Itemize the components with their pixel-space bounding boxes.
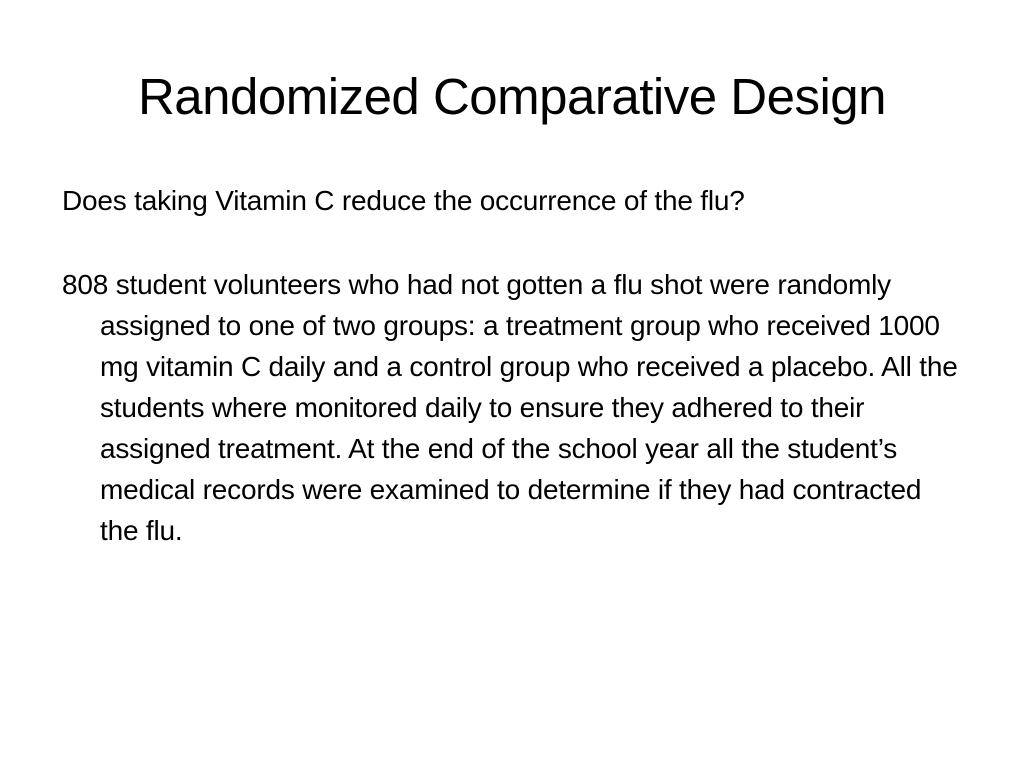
slide-title: Randomized Comparative Design: [137, 68, 887, 125]
question-text: Does taking Vitamin C reduce the occurrence of the flu?: [62, 185, 745, 216]
slide-body: [62, 180, 962, 551]
study-description-text: 808 student volunteers who had not gotten a flu shot were randomly assigned to one of two groups: a treatment group who received 1000 mg vitamin C daily and a control group who received a placebo. All the students where monitored daily to ensure they adhered to their assigned treatment. At the end of the school year all the student’s medical records were examined to determine if they had contracted the flu.: [62, 269, 958, 546]
